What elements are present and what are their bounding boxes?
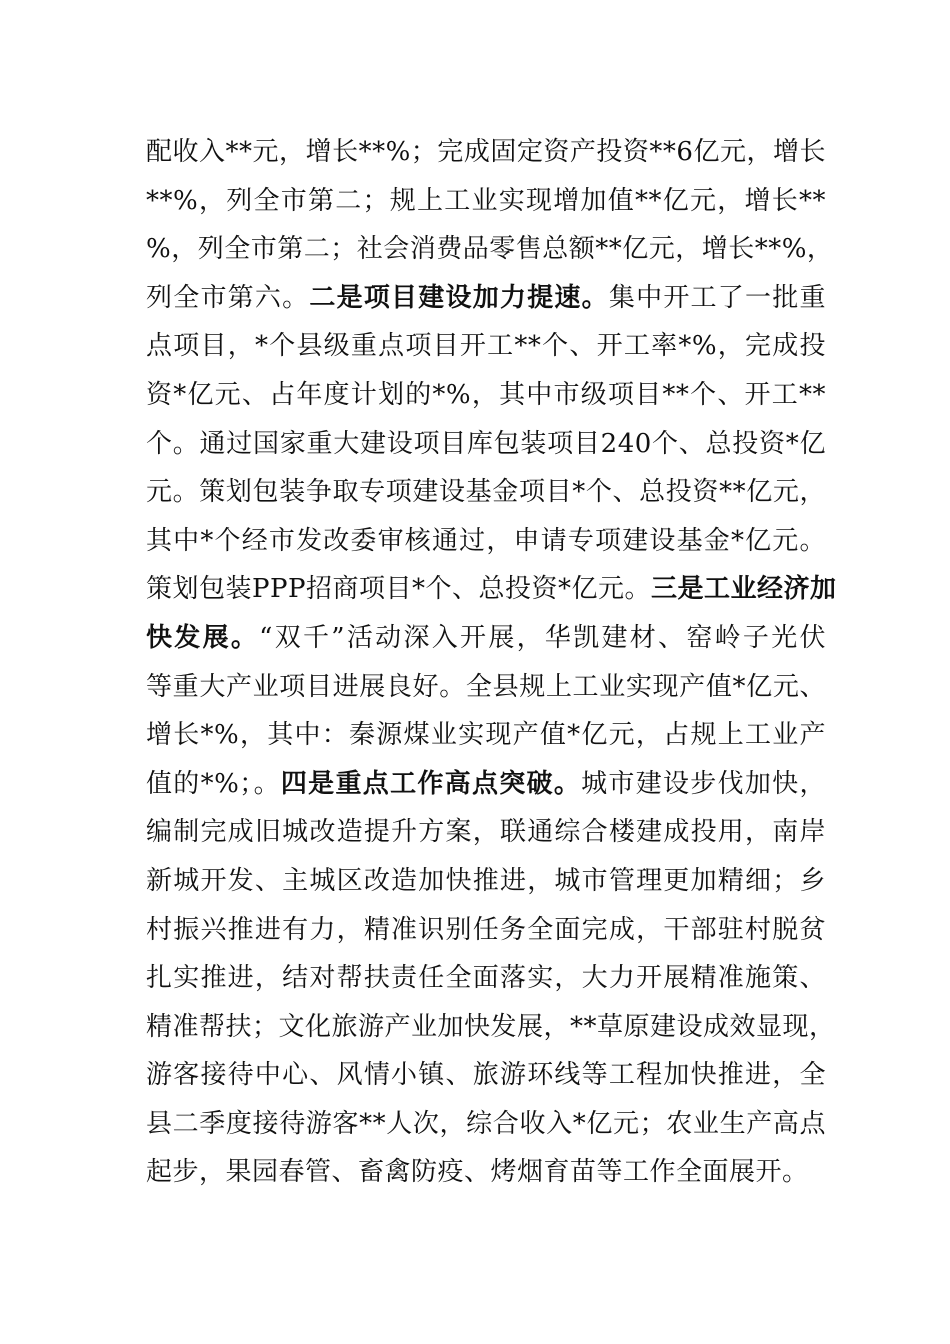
text-line: [146, 274, 826, 323]
body-text: 新城开发、主城区改造加快推进，城市管理更加精细；乡: [146, 865, 826, 896]
body-text: 游客接待中心、风情小镇、旅游环线等工程加快推进，全: [146, 1060, 826, 1091]
bold-heading-text: 快发展。: [146, 622, 260, 653]
text-line: [146, 1003, 836, 1052]
text-line: [146, 954, 826, 1003]
text-line: [146, 1100, 826, 1149]
bold-heading-text: 二是项目建设加力提速。: [309, 282, 609, 313]
text-line: [146, 225, 834, 274]
body-text: %，列全市第二；社会消费品零售总额**亿元，增长**%，: [146, 234, 834, 265]
body-text: **%，列全市第二；规上工业实现增加值**亿元，增长**: [146, 185, 826, 216]
text-line: [146, 322, 826, 371]
body-text: 点项目，*个县级重点项目开工**个、开工率*%，完成投: [146, 331, 826, 362]
text-line: [146, 1148, 826, 1197]
body-text: 村振兴推进有力，精准识别任务全面完成，干部驻村脱贫: [146, 914, 826, 945]
text-line: [146, 857, 826, 906]
text-line: [146, 517, 826, 566]
body-text: 个。通过国家重大建设项目库包装项目240个、总投资*亿: [146, 428, 826, 459]
body-text: 策划包装PPP招商项目*个、总投资*亿元。: [146, 574, 651, 605]
body-text: 精准帮扶；文化旅游产业加快发展，**草原建设成效显现，: [146, 1011, 836, 1042]
body-text: “双千”活动深入开展，华凯建材、窑岭子光伏: [259, 622, 826, 653]
text-line: [146, 1051, 826, 1100]
text-line: [146, 808, 826, 857]
body-text: 等重大产业项目进展良好。全县规上工业实现产值*亿元、: [146, 671, 826, 702]
body-text: 起步，果园春管、畜禽防疫、烤烟育苗等工作全面展开。: [146, 1157, 809, 1188]
body-text: 编制完成旧城改造提升方案，联通综合楼建成投用，南岸: [146, 817, 826, 848]
body-text: 其中*个经市发改委审核通过，申请专项建设基金*亿元。: [146, 525, 826, 556]
body-text: 值的*%；。: [146, 768, 281, 799]
body-text: 扎实推进，结对帮扶责任全面落实，大力开展精准施策、: [146, 963, 826, 994]
text-line: [146, 371, 826, 420]
body-text: 配收入**元，增长**%；完成固定资产投资**6亿元，增长: [146, 137, 826, 167]
body-text: 城市建设步伐加快，: [581, 768, 826, 799]
text-line: [146, 614, 826, 663]
text-line: [146, 128, 826, 177]
body-text: 集中开工了一批重: [608, 282, 826, 313]
text-line: [146, 906, 826, 955]
text-line: [146, 760, 826, 809]
text-line: [146, 663, 826, 712]
bold-heading-text: 四是重点工作高点突破。: [280, 768, 582, 799]
body-text: 增长*%，其中：秦源煤业实现产值*亿元，占规上工业产: [146, 720, 826, 751]
text-line: [146, 468, 826, 517]
text-line: [146, 565, 837, 614]
text-line: [146, 177, 826, 226]
bold-heading-text: 三是工业经济加: [650, 574, 837, 605]
text-line: [146, 711, 826, 760]
body-paragraph: [146, 128, 837, 1197]
body-text: 列全市第六。: [146, 282, 310, 313]
body-text: 资*亿元、占年度计划的*%，其中市级项目**个、开工**: [146, 379, 826, 410]
body-text: 县二季度接待游客**人次，综合收入*亿元；农业生产高点: [146, 1108, 826, 1139]
body-text: 元。策划包装争取专项建设基金项目*个、总投资**亿元，: [146, 477, 826, 508]
text-line: [146, 420, 826, 469]
